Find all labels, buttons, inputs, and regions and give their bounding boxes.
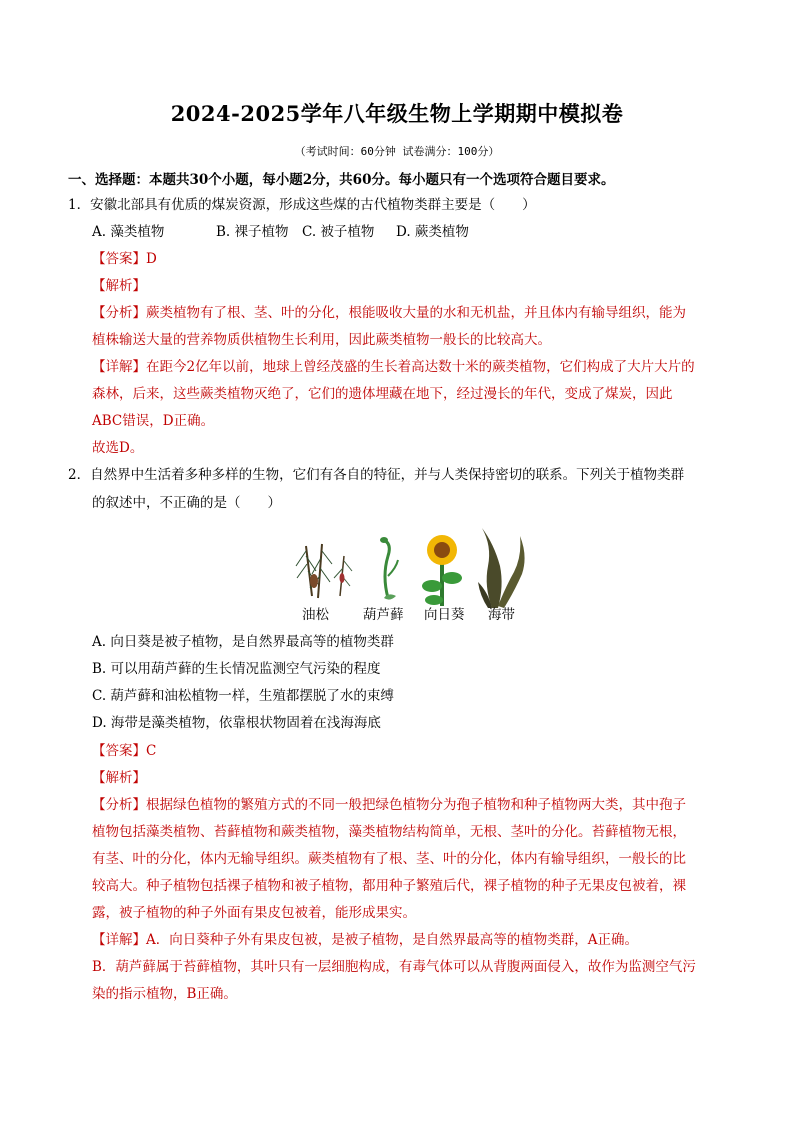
xiangjie-text: A．向日葵种子外有果皮包被，是被子植物，是自然界最高等的植物类群，A正确。: [146, 932, 638, 948]
pine-icon: [296, 544, 352, 598]
fenxi-tag: 【分析】: [92, 305, 146, 321]
figure-label-kelp: 海带: [488, 607, 515, 623]
option-d: D. 蕨类植物: [396, 224, 469, 240]
answer-value: C: [146, 743, 157, 759]
answer-line: [92, 742, 156, 760]
conclusion: 故选D。: [92, 440, 144, 456]
option-b: B. 可以用葫芦藓的生长情况监测空气污染的程度: [92, 661, 381, 677]
question-number: 1．: [68, 197, 91, 213]
question-stem: 安徽北部具有优质的煤炭资源，形成这些煤的古代植物类群主要是（ ）: [90, 197, 536, 213]
question-2: [68, 466, 684, 484]
fenxi-line: [92, 796, 686, 814]
question-1-options: [92, 223, 469, 241]
xiangjie-tag: 【详解】: [92, 932, 146, 948]
option-a: A. 藻类植物: [92, 224, 165, 240]
option-d: D. 海带是藻类植物，依靠根状物固着在浅海海底: [92, 715, 381, 731]
moss-icon: [380, 537, 398, 600]
xiangjie-text-2: 森林，后来，这些蕨类植物灭绝了，它们的遗体埋藏在地下，经过漫长的年代，变成了煤炭，因此: [92, 386, 673, 402]
xiangjie-text-2: B．葫芦藓属于苔藓植物，其叶只有一层细胞构成，有毒气体可以从背腹两面侵入，故作为监测空气污: [92, 959, 696, 975]
question-number: 2．: [68, 467, 91, 483]
analysis-tag: 【解析】: [92, 278, 146, 294]
answer-line: [92, 250, 157, 268]
xiangjie-text-3: ABC错误，D正确。: [92, 413, 215, 429]
answer-value: D: [146, 251, 157, 267]
option-b: B. 裸子植物: [216, 224, 289, 240]
fenxi-text: 根据绿色植物的繁殖方式的不同一般把绿色植物分为孢子植物和种子植物两大类，其中孢子: [146, 797, 686, 813]
question-stem-2: 的叙述中，不正确的是（ ）: [92, 495, 281, 511]
xiangjie-text: 在距今2亿年以前，地球上曾经茂盛的生长着高达数十米的蕨类植物，它们构成了大片大片的: [146, 359, 695, 375]
fenxi-text-5: 露，被子植物的种子外面有果皮包被着，能形成果实。: [92, 905, 416, 921]
option-c: C. 被子植物: [302, 224, 375, 240]
fenxi-text: 蕨类植物有了根、茎、叶的分化，根能吸收大量的水和无机盐，并且体内有输导组织，能为: [146, 305, 686, 321]
option-c: C. 葫芦藓和油松植物一样，生殖都摆脱了水的束缚: [92, 688, 394, 704]
fenxi-text-2: 植株输送大量的营养物质供植物生长利用，因此蕨类植物一般长的比较高大。: [92, 332, 551, 348]
figure-label-moss: 葫芦藓: [363, 607, 404, 623]
fenxi-text-2: 植物包括藻类植物、苔藓植物和蕨类植物，藻类植物结构简单，无根、茎叶的分化。苔藓植物无根，: [92, 824, 686, 840]
exam-info: （考试时间：60分钟 试卷满分：100分）: [294, 145, 500, 158]
section-heading: 一、选择题：本题共30个小题，每小题2分，共60分。每小题只有一个选项符合题目要求。: [68, 172, 615, 188]
xiangjie-line: [92, 931, 638, 949]
page-title: 2024-2025学年八年级生物上学期期中模拟卷: [170, 101, 624, 126]
xiangjie-tag: 【详解】: [92, 359, 146, 375]
kelp-icon: [478, 528, 525, 608]
answer-tag: 【答案】: [92, 743, 146, 759]
xiangjie-text-3: 染的指示植物，B正确。: [92, 986, 237, 1002]
question-stem: 自然界中生活着多种多样的生物，它们有各自的特征，并与人类保持密切的联系。下列关于植物类群: [90, 467, 685, 483]
fenxi-tag: 【分析】: [92, 797, 146, 813]
analysis-tag: 【解析】: [92, 770, 146, 786]
fenxi-text-3: 有茎、叶的分化，体内无输导组织。蕨类植物有了根、茎、叶的分化，体内有输导组织，一般长的比: [92, 851, 686, 867]
sunflower-icon: [422, 535, 462, 606]
option-a: A. 向日葵是被子植物，是自然界最高等的植物类群: [92, 634, 394, 650]
fenxi-line: [92, 304, 686, 322]
xiangjie-line: [92, 358, 695, 376]
figure-label-sunflower: 向日葵: [424, 607, 465, 623]
fenxi-text-4: 较高大。种子植物包括裸子植物和被子植物，都用种子繁殖后代，裸子植物的种子无果皮包被着，裸: [92, 878, 686, 894]
answer-tag: 【答案】: [92, 251, 146, 267]
figure-label-pine: 油松: [302, 607, 329, 623]
question-1: [68, 196, 536, 214]
